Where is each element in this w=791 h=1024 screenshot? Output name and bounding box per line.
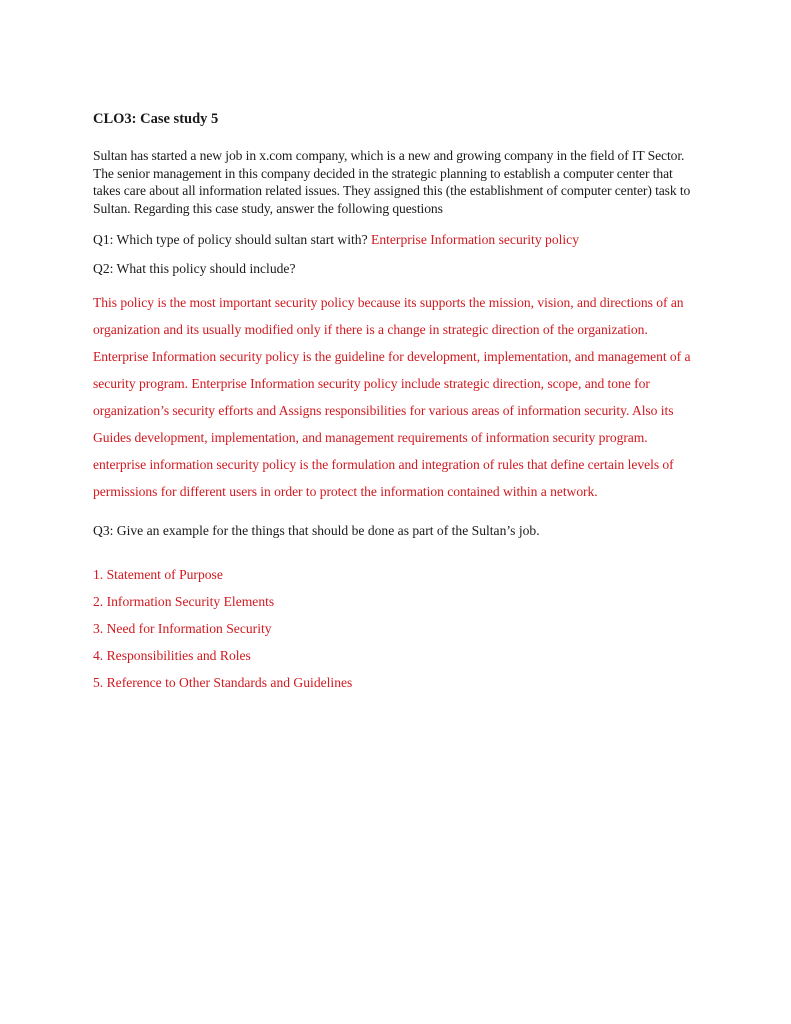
case-study-title: CLO3: Case study 5 (93, 111, 219, 127)
answer-3-list (93, 561, 703, 696)
document-page (93, 110, 703, 696)
answer-2-paragraph: This policy is the most important security policy because its supports the mission, vision, and directions of an organization and its usually modified only if there is a change in strategic direction of the organization. Enterprise Information security policy is the guideline for development, implementation, and management of a security program. Enterprise Information security policy include strategic direction, scope, and tone for organization’s security efforts and Assigns responsibilities for various areas of information security. Also its Guides development, implementation, and management requirements of information security program. enterprise information security policy is the formulation and integration of rules that define certain levels of permissions for different users in order to protect the information contained within a network. (93, 295, 691, 500)
question-1 (93, 231, 703, 249)
question-1-text: Q1: Which type of policy should sultan start with? (93, 232, 372, 248)
answer-1-text: Enterprise Information security policy (371, 232, 580, 248)
question-2: Q2: What this policy should include? (93, 261, 296, 277)
list-item: 3. Need for Information Security (93, 621, 272, 637)
list-item: 2. Information Security Elements (93, 594, 275, 610)
question-3: Q3: Give an example for the things that should be done as part of the Sultan’s job. (93, 523, 540, 539)
list-item: 5. Reference to Other Standards and Guidelines (93, 675, 353, 691)
list-item: 1. Statement of Purpose (93, 567, 223, 583)
list-item: 4. Responsibilities and Roles (93, 648, 251, 664)
case-intro-paragraph: Sultan has started a new job in x.com company, which is a new and growing company in the field of IT Sector. The senior management in this company decided in the strategic planning to establish a computer center that takes care about all information related issues. They assigned this (the establishment of computer center) task to Sultan. Regarding this case study, answer the following questions (93, 148, 691, 216)
